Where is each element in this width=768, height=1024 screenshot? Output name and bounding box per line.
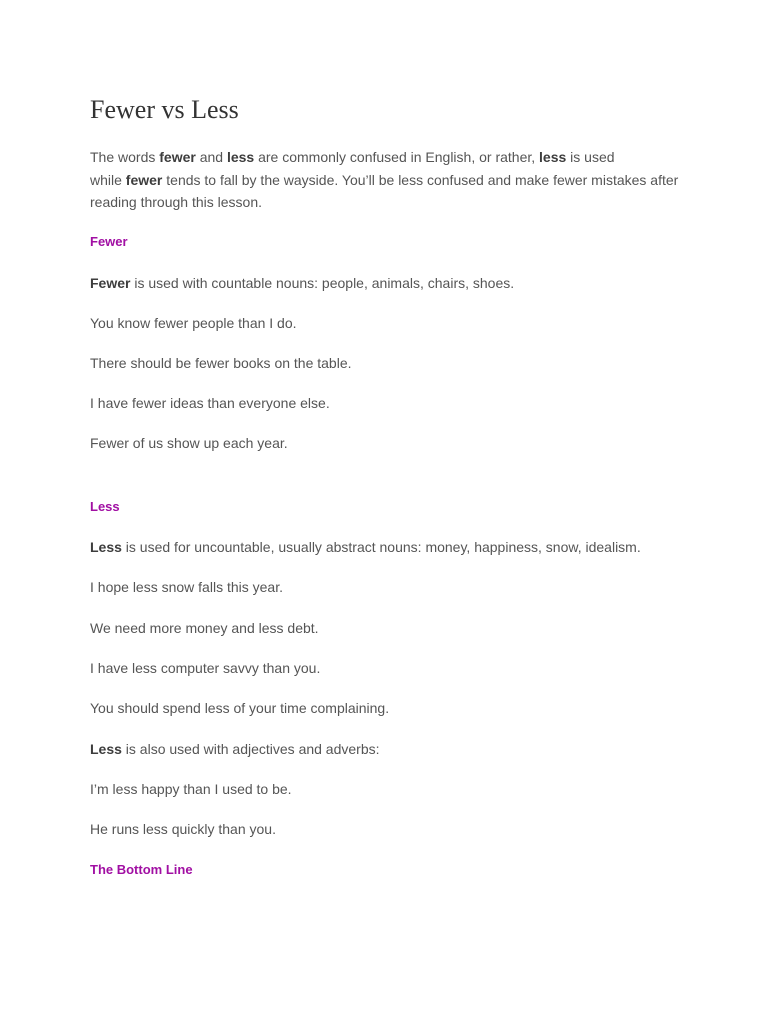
- example-sentence: There should be fewer books on the table.: [90, 355, 352, 371]
- intro-line-3: reading through this lesson.: [90, 194, 262, 210]
- example-sentence: We need more money and less debt.: [90, 620, 319, 636]
- rule-term: Fewer: [90, 275, 131, 291]
- rule-less-adjectives: Less is also used with adjectives and adverbs:: [90, 741, 380, 757]
- intro-paragraph: [90, 146, 678, 214]
- page-title: Fewer vs Less: [90, 95, 239, 124]
- example-sentence: He runs less quickly than you.: [90, 821, 276, 837]
- example-sentence: I’m less happy than I used to be.: [90, 781, 292, 797]
- term-fewer: fewer: [159, 149, 196, 165]
- rule-term: Less: [90, 539, 122, 555]
- term-fewer: fewer: [125, 171, 163, 188]
- section-heading-less: Less: [90, 499, 120, 514]
- section-heading-fewer: Fewer: [90, 234, 128, 249]
- term-less: less: [539, 149, 567, 165]
- example-sentence: I hope less snow falls this year.: [90, 579, 283, 595]
- term-less: less: [226, 149, 255, 165]
- example-sentence: You know fewer people than I do.: [90, 315, 297, 331]
- example-sentence: I have less computer savvy than you.: [90, 660, 321, 676]
- rule-term: Less: [90, 741, 122, 757]
- intro-line-1: The words fewer and less are commonly confused in English, or rather, less is used: [90, 149, 615, 165]
- example-sentence: Fewer of us show up each year.: [90, 435, 288, 451]
- intro-line-2: while fewer tends to fall by the wayside. You’ll be less confused and make fewer mistakes after: [90, 171, 679, 188]
- example-sentence: You should spend less of your time complaining.: [90, 700, 390, 716]
- example-sentence: I have fewer ideas than everyone else.: [90, 395, 330, 411]
- section-heading-bottom-line: The Bottom Line: [90, 862, 193, 877]
- rule-fewer: Fewer is used with countable nouns: people, animals, chairs, shoes.: [90, 275, 515, 291]
- rule-less: Less is used for uncountable, usually abstract nouns: money, happiness, snow, idealism.: [90, 539, 641, 555]
